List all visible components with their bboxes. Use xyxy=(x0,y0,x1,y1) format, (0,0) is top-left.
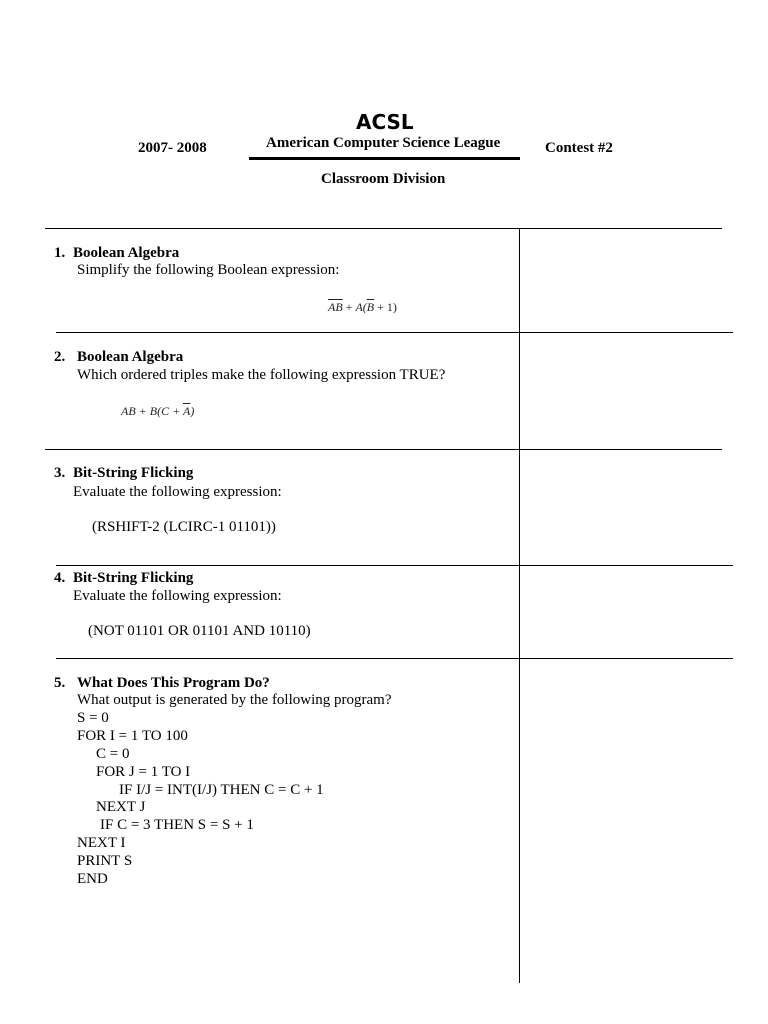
question-3-expression: (RSHIFT-2 (LCIRC-1 01101)) xyxy=(92,519,276,535)
question-5-prompt: What output is generated by the following program? xyxy=(77,692,392,708)
school-year: 2007- 2008 xyxy=(138,140,207,156)
code-line: FOR I = 1 TO 100 xyxy=(77,727,188,744)
question-4-title: Bit-String Flicking xyxy=(73,570,194,586)
question-1-expression xyxy=(328,300,397,315)
code-line: NEXT J xyxy=(96,799,146,816)
league-name: American Computer Science League xyxy=(266,135,501,151)
code-line: IF C = 3 THEN S = S + 1 xyxy=(100,817,254,834)
code-line: END xyxy=(77,871,108,888)
row-divider-1 xyxy=(56,332,733,333)
expr-part: ) xyxy=(190,404,195,418)
code-line: PRINT S xyxy=(77,853,133,870)
expr-part: + 1) xyxy=(374,300,397,314)
acronym-title: ACSL xyxy=(356,110,414,134)
question-4-number: 4. xyxy=(54,570,66,586)
code-line: IF I/J = INT(I/J) THEN C = C + 1 xyxy=(119,781,324,798)
league-underline xyxy=(249,157,520,160)
question-4-expression: (NOT 01101 OR 01101 AND 10110) xyxy=(88,623,311,639)
question-1-number: 1. xyxy=(54,245,66,261)
question-3-title: Bit-String Flicking xyxy=(73,465,194,481)
row-divider-4 xyxy=(56,658,733,659)
expr-part: AB + B(C + xyxy=(121,404,183,418)
question-1-prompt: Simplify the following Boolean expression: xyxy=(77,262,340,278)
question-2-prompt: Which ordered triples make the following expression TRUE? xyxy=(77,367,446,383)
expr-part: + xyxy=(342,300,356,314)
code-line: C = 0 xyxy=(96,745,130,762)
row-divider-2 xyxy=(45,449,722,450)
question-5-title: What Does This Program Do? xyxy=(77,675,270,691)
program-listing xyxy=(77,710,324,889)
code-line: FOR J = 1 TO I xyxy=(96,763,191,780)
code-line: S = 0 xyxy=(77,710,109,726)
question-5-number: 5. xyxy=(54,675,66,691)
expr-part: $\overline{AB}$ xyxy=(328,300,343,314)
expr-part: $\overline{B}$ xyxy=(366,300,375,314)
question-4-prompt: Evaluate the following expression: xyxy=(73,588,282,604)
question-3-number: 3. xyxy=(54,465,66,481)
question-2-title: Boolean Algebra xyxy=(77,349,184,365)
question-3-prompt: Evaluate the following expression: xyxy=(73,484,282,500)
answer-column-divider xyxy=(519,228,520,983)
division-name: Classroom Division xyxy=(321,171,446,187)
contest-number: Contest #2 xyxy=(545,140,613,156)
question-2-number: 2. xyxy=(54,349,66,365)
code-line: NEXT I xyxy=(77,835,126,852)
question-2-expression xyxy=(121,404,194,419)
question-1-title: Boolean Algebra xyxy=(73,245,180,261)
row-divider-3 xyxy=(56,565,733,566)
expr-part: $\overline{A}$ xyxy=(182,404,191,418)
expr-part: A( xyxy=(355,300,367,314)
table-top-rule xyxy=(45,228,722,229)
